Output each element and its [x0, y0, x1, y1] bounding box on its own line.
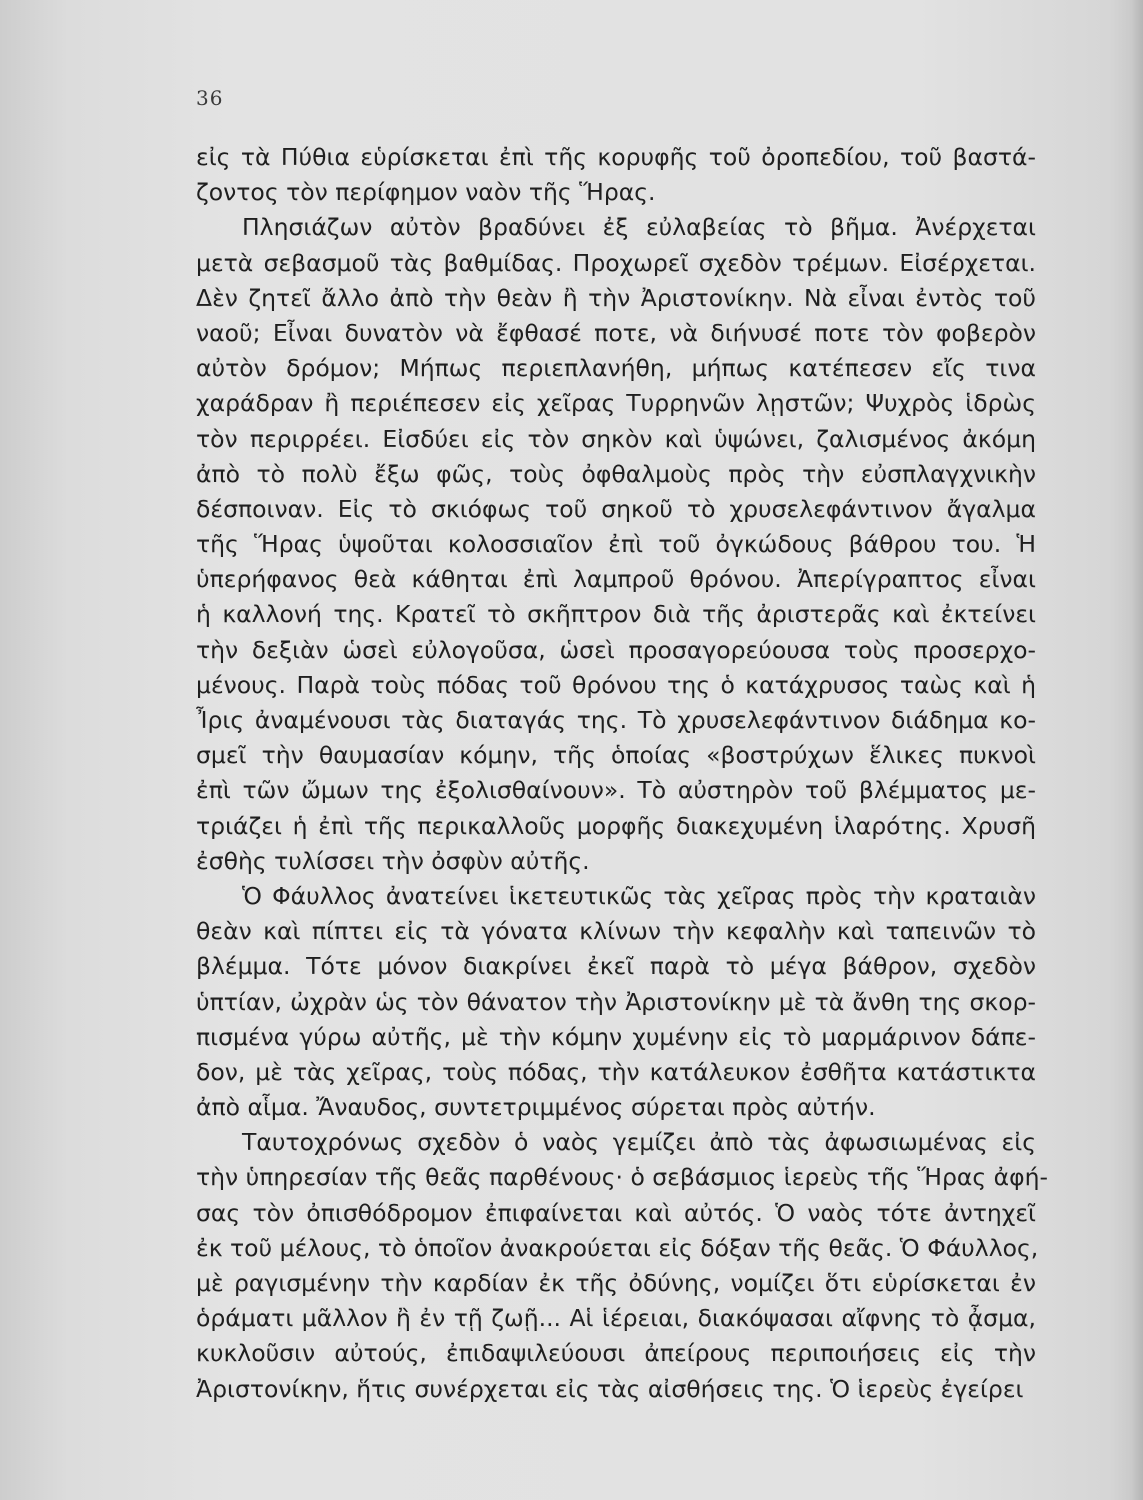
text-line: ἐκ τοῦ μέλους, τὸ ὁποῖον ἀνακρούεται εἰς δόξαν τῆς θεᾶς. Ὁ Φάυλλος, — [196, 1233, 1039, 1262]
text-line: ὁράματι μᾶλλον ἢ ἐν τῇ ζωῇ... Αἱ ἱέρειαι, διακόψασαι αἴφνης τὸ ᾆσμα, — [196, 1304, 1036, 1333]
text-line: τὴν ὑπηρεσίαν τῆς θεᾶς παρθένους· ὁ σεβάσμιος ἱερεὺς τῆς Ἥρας ἀφή- — [196, 1163, 1048, 1192]
text-line: τὸν περιρρέει. Εἰσδύει εἰς τὸν σηκὸν καὶ ὑψώνει, ζαλισμένος ἀκόμη — [196, 424, 1036, 453]
text-line: Ἀριστονίκην, ἥτις συνέρχεται εἰς τὰς αἰσθήσεις της. Ὁ ἱερεὺς ἐγείρει — [196, 1374, 1024, 1403]
text-line: μένους. Παρὰ τοὺς πόδας τοῦ θρόνου της ὁ κατάχρυσος ταὼς καὶ ἡ — [196, 670, 1036, 699]
text-line: μὲ ραγισμένην τὴν καρδίαν ἐκ τῆς ὀδύνης, νομίζει ὅτι εὑρίσκεται ἐν — [196, 1269, 1036, 1297]
text-line: ναοῦ; Εἶναι δυνατὸν νὰ ἔφθασέ ποτε, νὰ διήνυσέ ποτε τὸν φοβερὸν — [196, 318, 1036, 347]
text-line: Ὁ Φάυλλος ἀνατείνει ἱκετευτικῶς τὰς χεῖρας πρὸς τὴν κραταιὰν — [242, 881, 1036, 910]
text-line: Δὲν ζητεῖ ἄλλο ἀπὸ τὴν θεὰν ἢ τὴν Ἀριστονίκην. Νὰ εἶναι ἐντὸς τοῦ — [196, 283, 1036, 312]
page-number: 36 — [196, 86, 224, 110]
text-line: Ταυτοχρόνως σχεδὸν ὁ ναὸς γεμίζει ἀπὸ τὰς ἀφωσιωμένας εἰς — [242, 1128, 1036, 1157]
text-line: ἀπὸ αἷμα. Ἄναυδος, συντετριμμένος σύρεται πρὸς αὐτήν. — [196, 1093, 876, 1122]
text-line: ζοντος τὸν περίφημον ναὸν τῆς Ἥρας. — [196, 178, 656, 207]
paragraph — [196, 879, 1036, 1125]
text-line: ἐπὶ τῶν ὤμων της ἐξολισθαίνουν». Τὸ αὐστηρὸν τοῦ βλέμματος με- — [196, 776, 1036, 805]
text-line: ὑπερήφανος θεὰ κάθηται ἐπὶ λαμπροῦ θρόνου. Ἀπερίγραπτος εἶναι — [196, 565, 1036, 594]
text-line: αὐτὸν δρόμον; Μήπως περιεπλανήθη, μήπως κατέπεσεν εἴς τινα — [196, 354, 1036, 383]
body-text — [196, 140, 1048, 1407]
text-line: δέσποιναν. Εἰς τὸ σκιόφως τοῦ σηκοῦ τὸ χρυσελεφάντινον ἄγαλμα — [196, 494, 1036, 523]
text-line: βλέμμα. Τότε μόνον διακρίνει ἐκεῖ παρὰ τὸ μέγα βάθρον, σχεδὸν — [196, 952, 1036, 981]
paragraph — [196, 210, 1036, 879]
text-line: μετὰ σεβασμοῦ τὰς βαθμίδας. Προχωρεῖ σχεδὸν τρέμων. Εἰσέρχεται. — [196, 248, 1036, 277]
text-line: ὑπτίαν, ὠχρὰν ὡς τὸν θάνατον τὴν Ἀριστονίκην μὲ τὰ ἄνθη της σκορ- — [196, 987, 1036, 1016]
text-line: κυκλοῦσιν αὐτούς, ἐπιδαψιλεύουσι ἀπείρους περιποιήσεις εἰς τὴν — [196, 1339, 1036, 1368]
text-line: θεὰν καὶ πίπτει εἰς τὰ γόνατα κλίνων τὴν κεφαλὴν καὶ ταπεινῶν τὸ — [196, 917, 1036, 946]
text-line: ἡ καλλονή της. Κρατεῖ τὸ σκῆπτρον διὰ τῆς ἀριστερᾶς καὶ ἐκτείνει — [196, 600, 1036, 629]
text-line: τριάζει ἡ ἐπὶ τῆς περικαλλοῦς μορφῆς διακεχυμένη ἱλαρότης. Χρυσῆ — [196, 811, 1036, 840]
text-line: πισμένα γύρω αὐτῆς, μὲ τὴν κόμην χυμένην εἰς τὸ μαρμάρινον δάπε- — [196, 1022, 1036, 1051]
text-line: τῆς Ἥρας ὑψοῦται κολοσσιαῖον ἐπὶ τοῦ ὀγκώδους βάθρου του. Ἡ — [196, 530, 1036, 559]
text-line: σμεῖ τὴν θαυμασίαν κόμην, τῆς ὁποίας «βοστρύχων ἕλικες πυκνοὶ — [196, 741, 1036, 770]
text-line: Ἶρις ἀναμένουσι τὰς διαταγάς της. Τὸ χρυσελεφάντινον διάδημα κο- — [196, 706, 1036, 734]
text-line: χαράδραν ἢ περιέπεσεν εἰς χεῖρας Τυρρηνῶν λῃστῶν; Ψυχρὸς ἱδρὼς — [196, 389, 1036, 418]
text-line: τὴν δεξιὰν ὡσεὶ εὐλογοῦσα, ὡσεὶ προσαγορεύουσα τοὺς προσερχο- — [196, 635, 1036, 664]
paragraph — [196, 140, 1036, 210]
page-edge-shadow — [1131, 0, 1143, 1500]
text-line: ἀπὸ τὸ πολὺ ἔξω φῶς, τοὺς ὀφθαλμοὺς πρὸς τὴν εὐσπλαγχνικὴν — [196, 459, 1036, 488]
text-line: ἐσθὴς τυλίσσει τὴν ὀσφὺν αὐτῆς. — [196, 846, 590, 875]
text-line: σας τὸν ὀπισθόδρομον ἐπιφαίνεται καὶ αὐτός. Ὁ ναὸς τότε ἀντηχεῖ — [196, 1198, 1036, 1227]
text-line: δον, μὲ τὰς χεῖρας, τοὺς πόδας, τὴν κατάλευκον ἐσθῆτα κατάστικτα — [196, 1057, 1036, 1086]
text-line: εἰς τὰ Πύθια εὑρίσκεται ἐπὶ τῆς κορυφῆς τοῦ ὀροπεδίου, τοῦ βαστά- — [196, 143, 1036, 171]
paragraph — [196, 1125, 1048, 1407]
text-line: Πλησιάζων αὐτὸν βραδύνει ἐξ εὐλαβείας τὸ βῆμα. Ἀνέρχεται — [242, 213, 1036, 242]
